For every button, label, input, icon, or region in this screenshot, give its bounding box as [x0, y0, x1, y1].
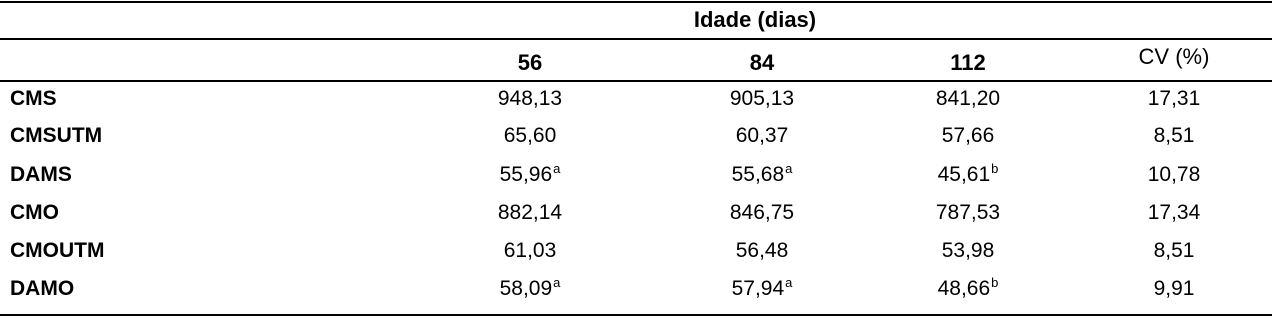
cell-value: 9,91 [1153, 277, 1195, 300]
significance-superscript: a [785, 161, 793, 176]
table-cell [908, 238, 1028, 264]
table-cell [470, 123, 590, 149]
cell-value: 905,13 [729, 87, 795, 110]
group-header: Idade (dias) [693, 7, 817, 32]
table-cell [908, 86, 1028, 112]
cell-value: 17,31 [1147, 87, 1201, 110]
significance-superscript: b [991, 161, 999, 176]
table-cell [908, 276, 1028, 302]
table-cell [1114, 200, 1234, 226]
column-header-cv: CV (%) [1138, 44, 1210, 69]
table-cell [470, 276, 590, 302]
cell-value: 8,51 [1153, 124, 1195, 147]
table-cell [908, 200, 1028, 226]
cell-value: 45,61 [937, 163, 991, 186]
cell-value: 17,34 [1147, 201, 1201, 224]
cell-value: 65,60 [503, 124, 557, 147]
cell-value: 58,09 [499, 277, 553, 300]
cell-value: 846,75 [729, 201, 795, 224]
cell-value: 55,96 [499, 163, 553, 186]
group-header-rule [0, 38, 1272, 40]
cell-value: 57,94 [731, 277, 785, 300]
cell-value: 57,66 [941, 124, 995, 147]
significance-superscript: b [991, 275, 999, 290]
table-cell [470, 162, 590, 188]
cell-value: 61,03 [503, 239, 557, 262]
cell-value: 948,13 [497, 87, 563, 110]
table-cell [702, 123, 822, 149]
top-rule [0, 1, 1272, 3]
table-cell [1114, 238, 1234, 264]
table-cell [470, 200, 590, 226]
cell-value: 55,68 [731, 163, 785, 186]
cell-value: 53,98 [941, 239, 995, 262]
table-cell [702, 162, 822, 188]
column-header-84: 84 [749, 50, 775, 75]
table-cell [1114, 276, 1234, 302]
table-cell [470, 238, 590, 264]
table-cell [702, 238, 822, 264]
cell-value: 8,51 [1153, 239, 1195, 262]
table-cell [908, 123, 1028, 149]
table-cell [908, 162, 1028, 188]
cell-value: 60,37 [735, 124, 789, 147]
table-cell [702, 200, 822, 226]
row-label: DAMS [10, 163, 72, 186]
cell-value: 882,14 [497, 201, 563, 224]
cell-value: 841,20 [935, 87, 1001, 110]
table-cell [1114, 86, 1234, 112]
row-label: CMOUTM [10, 239, 105, 262]
cell-value: 48,66 [937, 277, 991, 300]
cell-value: 10,78 [1147, 163, 1201, 186]
row-label: CMSUTM [10, 124, 103, 147]
row-label: CMS [10, 87, 57, 110]
row-label: DAMO [10, 277, 75, 300]
significance-superscript: a [553, 161, 561, 176]
row-label: CMO [10, 201, 59, 224]
table-cell [470, 86, 590, 112]
cell-value: 56,48 [735, 239, 789, 262]
header-rule [0, 80, 1272, 82]
significance-superscript: a [553, 275, 561, 290]
table-cell [702, 86, 822, 112]
cell-value: 787,53 [935, 201, 1001, 224]
table-cell [702, 276, 822, 302]
table-cell [1114, 162, 1234, 188]
column-header-56: 56 [517, 50, 543, 75]
bottom-rule [0, 314, 1272, 316]
significance-superscript: a [785, 275, 793, 290]
column-header-112: 112 [950, 50, 986, 75]
table-cell [1114, 123, 1234, 149]
